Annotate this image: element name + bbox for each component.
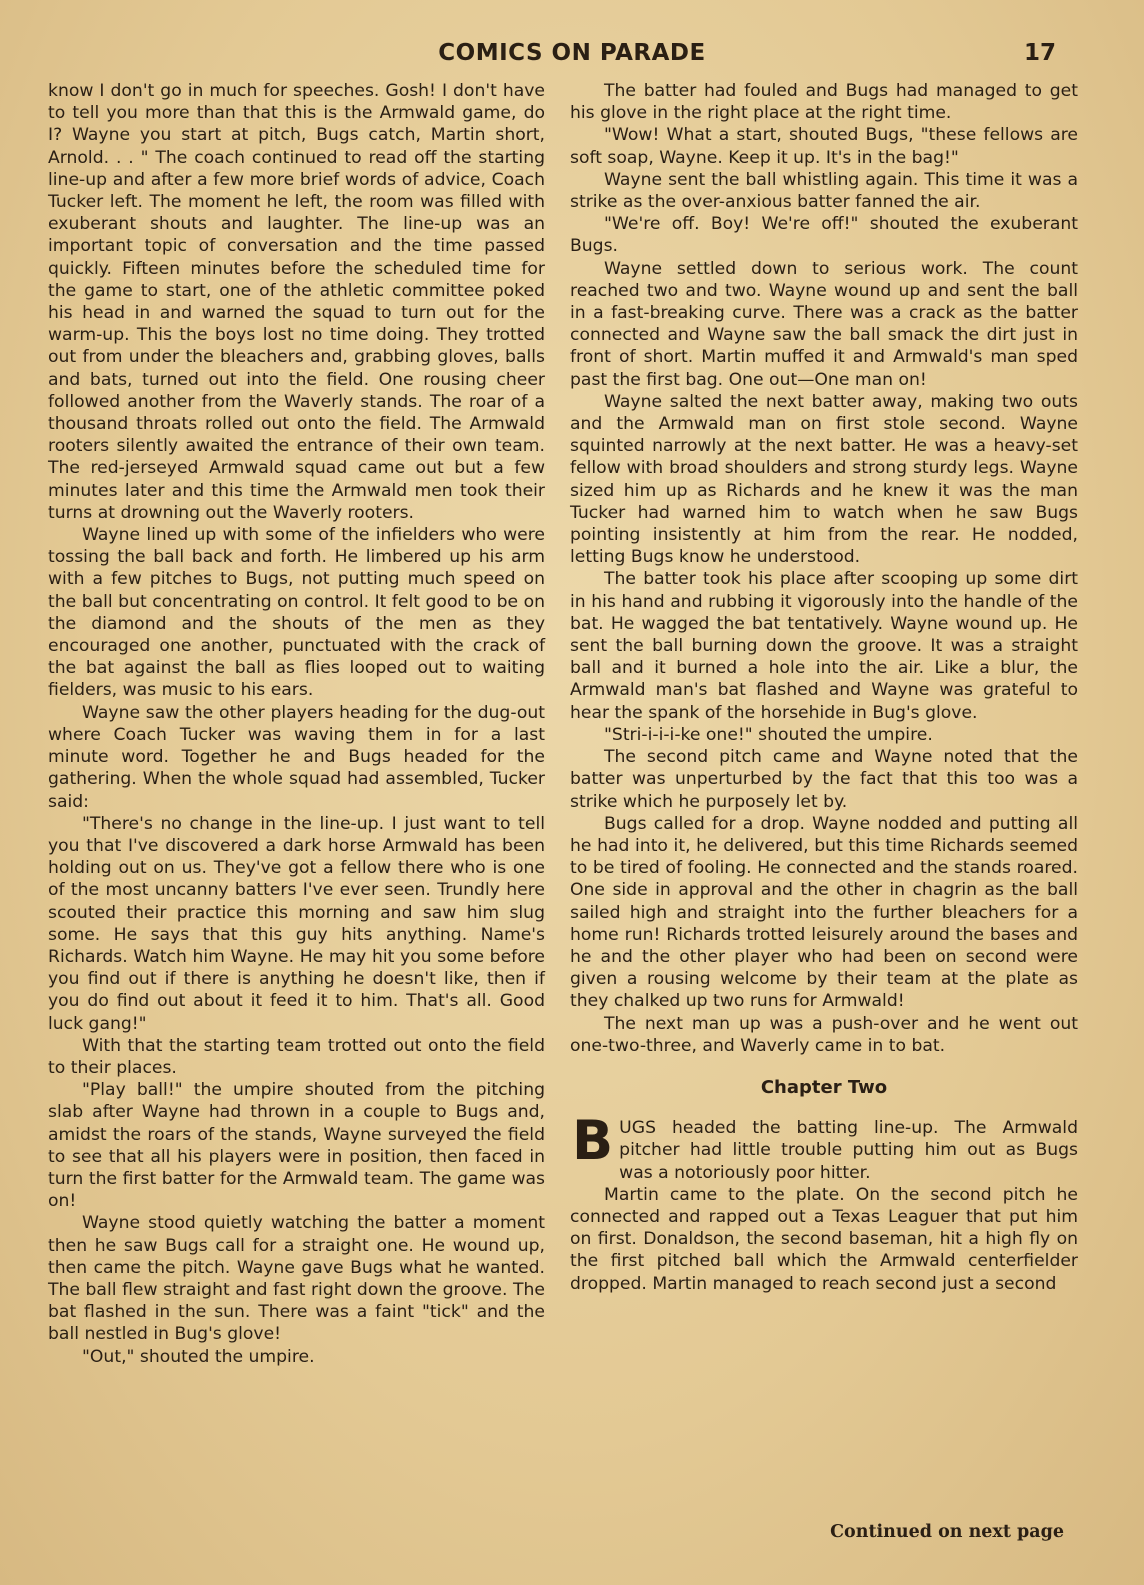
page-header <box>0 40 1144 70</box>
left-column <box>48 80 545 1368</box>
story-paragraph: "We're off. Boy! We're off!" shouted the exuberant Bugs. <box>570 214 1078 257</box>
story-paragraph: The batter had fouled and Bugs had managed to get his glove in the right place at the right time. <box>570 81 1078 124</box>
chapter-first-paragraph <box>570 1109 1078 1184</box>
chapter-first-text: UGS headed the batting line-up. The Armwald pitcher had little trouble putting him out as Bugs was a notoriously poor hitter. <box>619 1118 1078 1183</box>
story-paragraph: "There's no change in the line-up. I just want to tell you that I've discovered a dark horse Armwald has been holding out on us. They've got a fellow there who is one of the most uncanny batters I've ever seen. Trundly here scouted their practice this morning and saw him slug some. He says that this guy hits anything. Name's Richards. Watch him Wayne. He may hit you some before you find out if there is anything he doesn't like, then if you do find out about it feed it to him. That's all. Good luck gang!" <box>48 813 545 1034</box>
story-paragraph: "Wow! What a start, shouted Bugs, "these fellows are soft soap, Wayne. Keep it up. It's in the bag!" <box>570 125 1078 168</box>
story-paragraph: Wayne sent the ball whistling again. This time it was a strike as the over-anxious batter fanned the air. <box>570 169 1078 213</box>
story-paragraph: Bugs called for a drop. Wayne nodded and putting all he had into it, he delivered, but this time Richards seemed to be tired of fooling. He connected and the stands roared. One side in approval and the other in chagrin as the ball sailed high and straight into the further bleachers for a home run! Richards trotted leisurely around the bases and he and the other player who had been on second were given a rousing welcome by their team at the plate as they chalked up two runs for Armwald! <box>570 813 1078 1012</box>
story-paragraph: "Out," shouted the umpire. <box>82 1346 315 1367</box>
story-paragraph: The batter took his place after scooping up some dirt in his hand and rubbing it vigorously into the handle of the bat. He wagged the bat tentatively. Wayne wound up. He sent the ball burning down the groove. It was a straight ball and it burned a hole into the air. Like a blur, the Armwald man's bat flashed and Wayne was grateful to hear the spank of the horsehide in Bug's glove. <box>570 569 1078 723</box>
right-column <box>570 80 1078 1295</box>
magazine-title: COMICS ON PARADE <box>438 40 706 66</box>
story-paragraph: Wayne salted the next batter away, making two outs and the Armwald man on first stole second. Wayne squinted narrowly at the next batter. He was a heavy-set fellow with broad shoulders and strong sturdy legs. Wayne sized him up as Richards and he knew it was the man Tucker had warned him to watch when he saw Bugs pointing insistently at him from the rear. He nodded, letting Bugs know he understood. <box>570 391 1078 568</box>
story-paragraph: The next man up was a push-over and he went out one-two-three, and Waverly came in to bat. <box>570 1013 1078 1056</box>
story-paragraph: Wayne stood quietly watching the batter a moment then he saw Bugs call for a straight one. He wound up, then came the pitch. Wayne gave Bugs what he wanted. The ball flew straight and fast right down the groove. The bat flashed in the sun. There was a faint "tick" and the ball nestled in Bug's glove! <box>48 1213 545 1345</box>
story-paragraph: The second pitch came and Wayne noted that the batter was unperturbed by the fact that this too was a strike which he purposely let by. <box>570 747 1078 812</box>
drop-cap: B <box>572 1109 614 1173</box>
page-number: 17 <box>1023 40 1056 66</box>
story-paragraph: "Stri-i-i-i-ke one!" shouted the umpire. <box>604 724 933 745</box>
story-paragraph: Wayne saw the other players heading for the dug-out where Coach Tucker was waving them in for a last minute word. Together he and Bugs headed for the gathering. When the whole squad had assembled, Tucker said: <box>48 702 545 812</box>
story-paragraph: Martin came to the plate. On the second pitch he connected and rapped out a Texas Leaguer that put him on first. Donaldson, the second baseman, hit a high fly on the first pitched ball which the Armwald centerfielder dropped. Martin managed to reach second just a second <box>570 1184 1078 1294</box>
story-paragraph: Wayne lined up with some of the infielders who were tossing the ball back and forth. He limbered up his arm with a few pitches to Bugs, not putting much speed on the ball but concentrating on control. It felt good to be on the diamond and the shouts of the men as they encouraged one another, punctuated with the crack of the bat against the ball as flies looped out to waiting fielders, was music to his ears. <box>48 525 545 701</box>
continued-notice: Continued on next page <box>830 1522 1064 1542</box>
chapter-heading: Chapter Two <box>760 1076 888 1098</box>
story-paragraph: know I don't go in much for speeches. Gosh! I don't have to tell you more than that this is the Armwald game, do I? Wayne you start at pitch, Bugs catch, Martin short, Arnold. . . " The coach continued to read off the starting line-up and after a few more brief words of advice, Coach Tucker left. The moment he left, the room was filled with exuberant shouts and laughter. The line-up was an important topic of conversation and the time passed quickly. Fifteen minutes before the scheduled time for the game to start, one of the athletic committee poked his head in and warned the squad to turn out for the warm-up. This the boys lost no time doing. They trotted out from under the bleachers and, grabbing gloves, balls and bats, turned out into the field. One rousing cheer followed another from the Waverly stands. The roar of a thousand throats rolled out onto the field. The Armwald rooters silently awaited the entrance of their own team. The red-jerseyed Armwald squad came out but a few minutes later and this time the Armwald men took their turns at drowning out the Waverly rooters. <box>48 81 545 523</box>
story-paragraph: Wayne settled down to serious work. The count reached two and two. Wayne wound up and sent the ball in a fast-breaking curve. There was a crack as the batter connected and Wayne saw the ball smack the dirt just in front of short. Martin muffed it and Armwald's man sped past the first bag. One out—One man on! <box>570 258 1078 390</box>
story-paragraph: With that the starting team trotted out onto the field to their places. <box>48 1035 545 1078</box>
story-paragraph: "Play ball!" the umpire shouted from the pitching slab after Wayne had thrown in a couple to Bugs and, amidst the roars of the stands, Wayne surveyed the field to see that all his players were in position, then faced in turn the first batter for the Armwald team. The game was on! <box>48 1080 545 1212</box>
